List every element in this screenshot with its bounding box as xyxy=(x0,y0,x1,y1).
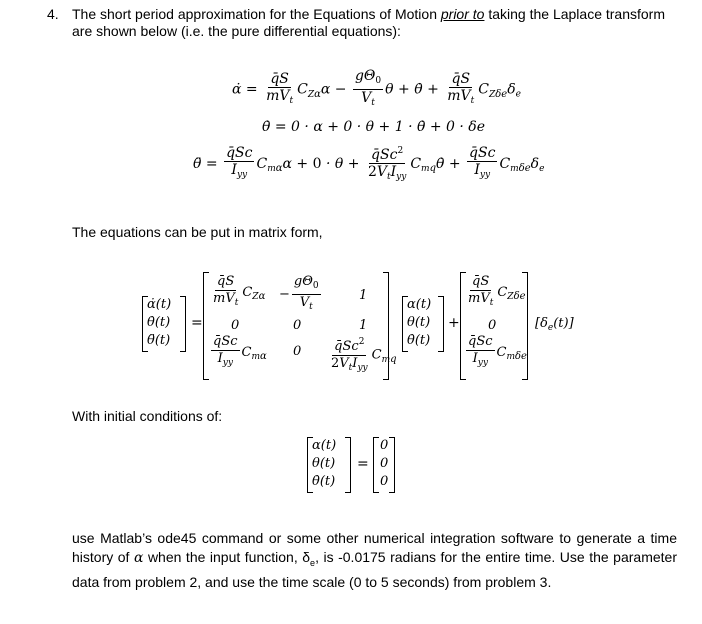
matrix-intro: The equations can be put in matrix form, xyxy=(72,224,323,240)
matrix-plus: + xyxy=(448,315,460,331)
ic-state-theta-dot: θ̇(t) xyxy=(312,474,336,489)
instructions-before: use Matlab’s ode45 command or some other numerical integration software to generate a time history of xyxy=(72,530,677,565)
ic-value-theta: 0 xyxy=(380,456,389,471)
alpha-symbol: α xyxy=(133,550,144,566)
question-number: 4. xyxy=(47,6,59,22)
initial-conditions-label: With initial conditions of: xyxy=(72,408,223,424)
eq3-lhs: θ̈ = xyxy=(193,156,218,172)
instructions-paragraph xyxy=(72,529,677,592)
input-vector: $[\delta_e(t)]$ xyxy=(535,316,574,333)
delta-subscript: e xyxy=(310,557,316,568)
system-matrix: $\frac{q̄S}{mV_t}$ $C_{Z\alpha}$ − $\frac{g\Theta_0}{V_t}$ 1 0 0 1 $\frac{q̄Sc}{I_{yy}}$ $C_{m\alpha}$ 0 $\frac{q̄Sc^2}{2V_tI_{yy}}$ $C_{mq}$ xyxy=(203,272,389,380)
matrix-equals: = xyxy=(191,315,203,331)
initial-state-vector xyxy=(307,437,351,493)
equation-theta-ddot: θ̈ = $\frac{q̄Sc}{I_{yy}}$ $C_{m\alpha}\alpha + 0 \cdot \theta$ + $\frac{q̄Sc^2}{2V_tI_{yy}}$ $C_{mq}\thetȧ$ + $\frac{q̄Sc}{I_{yy}}$ $C_{m\delta e}\delta_e$ xyxy=(193,145,545,182)
ic-equals: = xyxy=(357,456,369,472)
eq1-lhs: α̇ = xyxy=(232,81,258,98)
equation-theta-dot: θ̇ = 0 · α + 0 · θ + 1 · θ̇ + 0 · δe xyxy=(262,119,486,135)
state-vector: α(t) θ(t) θ̇(t) xyxy=(402,296,444,352)
instructions-after: , is -0.0175 radians for the entire time. Use the parameter data from problem 2, and use the time scale (0 to 5 seconds) from problem 3. xyxy=(72,549,677,590)
input-matrix: $\frac{q̄S}{mV_t}$ $C_{Z\delta e}$ 0 $\frac{q̄Sc}{I_{yy}}$ $C_{m\delta e}$ xyxy=(460,272,528,380)
intro-emphasis: prior to xyxy=(440,6,485,22)
ic-value-alpha: 0 xyxy=(380,438,389,453)
equation-alpha-dot: α̇ = $\frac{q̄S}{mV_t}$ $C_{Z\alpha}\alpha$ − $\frac{g\Theta_0}{V_t}$ θ + θ̇ + $\frac{q̄S}{mV_t}$ $C_{Z\delta e}\delta_e$ xyxy=(232,68,521,108)
state-derivative-vector: α̇(t) θ̇(t) θ̈(t) xyxy=(142,296,186,352)
ic-state-alpha: α(t) xyxy=(312,438,337,453)
ic-value-theta-dot: 0 xyxy=(380,474,389,489)
intro-after: taking the Laplace transform are shown below (i.e. the pure differential equations): xyxy=(72,6,665,39)
delta-symbol: δ xyxy=(302,549,311,565)
initial-values-vector xyxy=(373,437,395,493)
instructions-middle: when the input function, xyxy=(143,549,303,565)
question-intro xyxy=(72,6,682,40)
intro-before: The short period approximation for the Equations of Motion xyxy=(72,6,441,22)
ic-state-theta: θ(t) xyxy=(312,456,336,471)
